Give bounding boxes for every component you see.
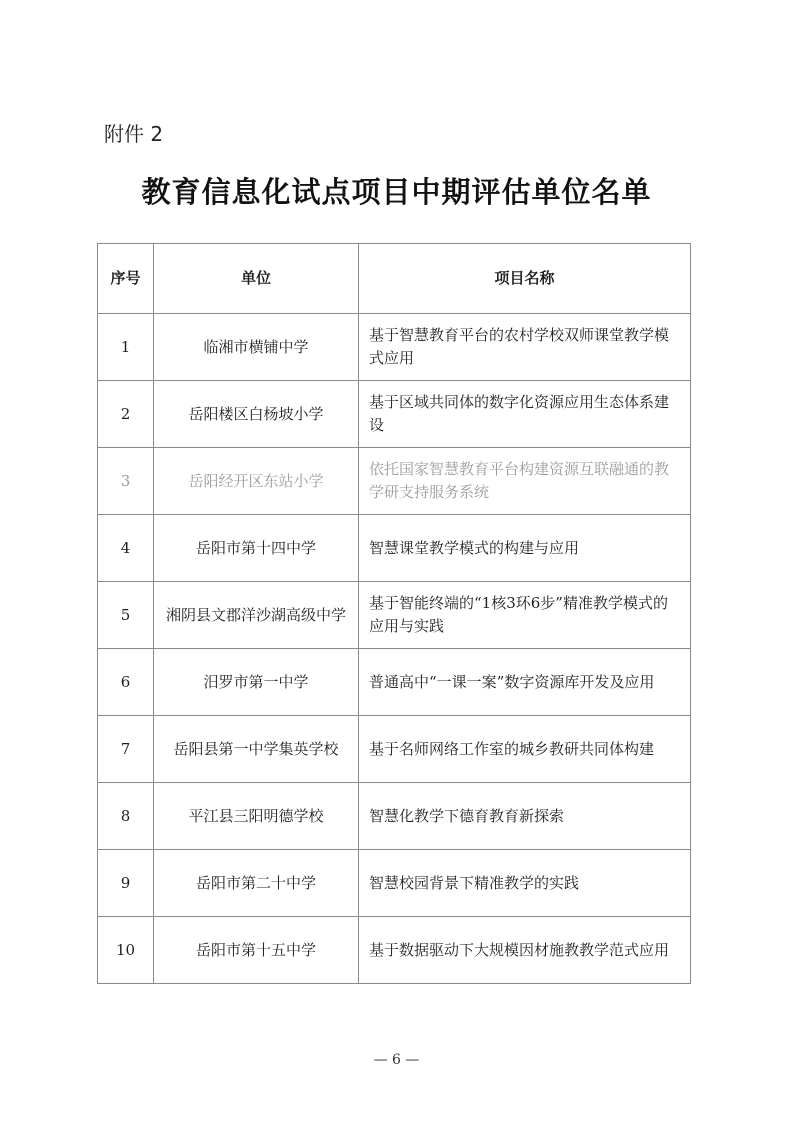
row-unit: 岳阳楼区白杨坡小学 [154,381,359,448]
row-unit: 岳阳市第二十中学 [154,850,359,917]
column-header-unit: 单位 [154,244,359,314]
table-row [98,716,691,783]
unit-list-table [97,243,691,984]
row-number: 8 [98,783,154,850]
row-project: 基于数据驱动下大规模因材施教教学范式应用 [359,917,691,984]
row-project: 基于名师网络工作室的城乡教研共同体构建 [359,716,691,783]
table-row [98,381,691,448]
row-project: 智慧化教学下德育教育新探索 [359,783,691,850]
table-row [98,917,691,984]
row-project: 智慧课堂教学模式的构建与应用 [359,515,691,582]
row-number: 3 [98,448,154,515]
row-project: 基于区域共同体的数字化资源应用生态体系建设 [359,381,691,448]
table-row [98,448,691,515]
document-title: 教育信息化试点项目中期评估单位名单 [141,175,652,209]
row-number: 5 [98,582,154,649]
row-number: 1 [98,314,154,381]
column-header-project: 项目名称 [359,244,691,314]
row-unit: 岳阳经开区东站小学 [154,448,359,515]
row-number: 9 [98,850,154,917]
row-number: 2 [98,381,154,448]
row-unit: 岳阳市第十五中学 [154,917,359,984]
row-project: 基于智慧教育平台的农村学校双师课堂教学模式应用 [359,314,691,381]
page-number: — 6 — [373,1052,420,1068]
row-project: 智慧校园背景下精准教学的实践 [359,850,691,917]
row-unit: 临湘市横铺中学 [154,314,359,381]
column-header-number: 序号 [98,244,154,314]
table-row [98,850,691,917]
row-number: 6 [98,649,154,716]
row-unit: 湘阴县文郡洋沙湖高级中学 [154,582,359,649]
row-number: 10 [98,917,154,984]
row-number: 4 [98,515,154,582]
table-row [98,649,691,716]
row-number: 7 [98,716,154,783]
row-unit: 岳阳县第一中学集英学校 [154,716,359,783]
table-row [98,783,691,850]
row-project: 基于智能终端的“1核3环6步”精准教学模式的应用与实践 [359,582,691,649]
table-row [98,314,691,381]
attachment-label: 附件 2 [104,122,164,146]
row-unit: 岳阳市第十四中学 [154,515,359,582]
row-project: 依托国家智慧教育平台构建资源互联融通的教学研支持服务系统 [359,448,691,515]
table-row [98,515,691,582]
row-unit: 平江县三阳明德学校 [154,783,359,850]
table-header-row [98,244,691,314]
table-row [98,582,691,649]
row-project: 普通高中“一课一案”数字资源库开发及应用 [359,649,691,716]
row-unit: 汨罗市第一中学 [154,649,359,716]
